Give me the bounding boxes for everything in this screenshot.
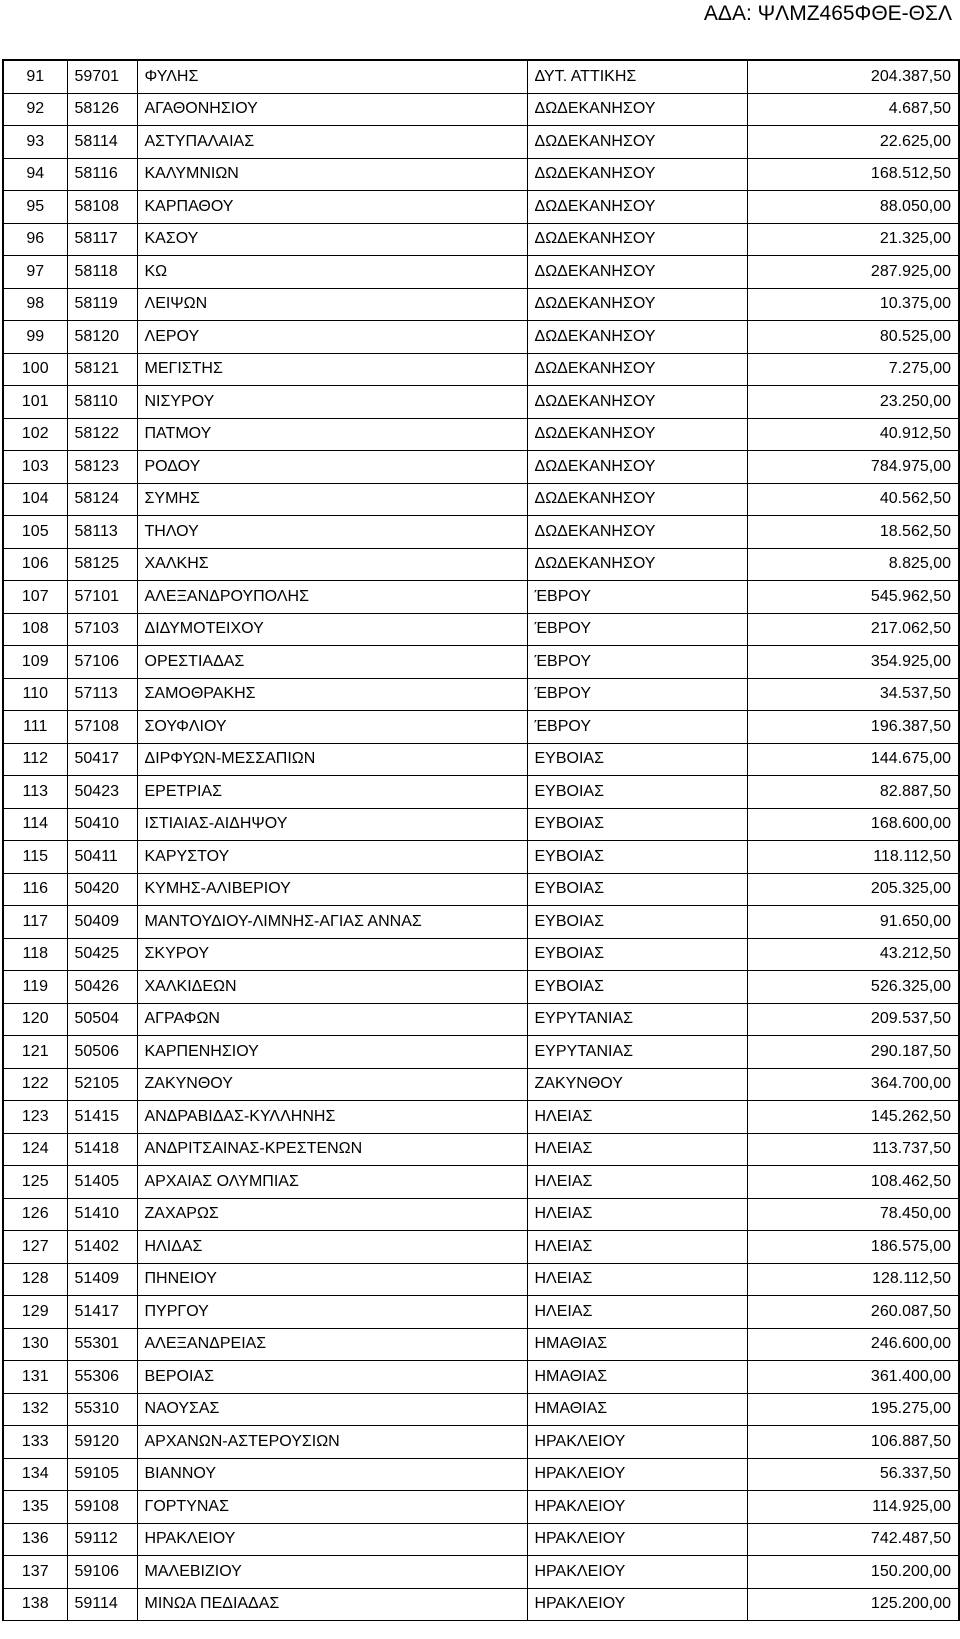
municipality-code: 52105 (67, 1068, 137, 1101)
prefecture-name: ΗΛΕΙΑΣ (527, 1296, 747, 1329)
table-row (3, 938, 959, 971)
prefecture-name: ΔΩΔΕΚΑΝΗΣΟΥ (527, 483, 747, 516)
row-number: 114 (3, 808, 67, 841)
table-row (3, 1036, 959, 1069)
municipality-name: ΒΙΑΝΝΟΥ (137, 1458, 527, 1491)
amount: 113.737,50 (747, 1133, 959, 1166)
municipality-code: 51417 (67, 1296, 137, 1329)
municipality-code: 59108 (67, 1491, 137, 1524)
row-number: 107 (3, 581, 67, 614)
table-row (3, 223, 959, 256)
amount: 43.212,50 (747, 938, 959, 971)
municipality-name: ΑΣΤΥΠΑΛΑΙΑΣ (137, 126, 527, 159)
municipality-name: ΖΑΚΥΝΘΟΥ (137, 1068, 527, 1101)
table-row (3, 971, 959, 1004)
prefecture-name: ΔΩΔΕΚΑΝΗΣΟΥ (527, 451, 747, 484)
prefecture-name: ΔΩΔΕΚΑΝΗΣΟΥ (527, 516, 747, 549)
row-number: 130 (3, 1328, 67, 1361)
table-row (3, 353, 959, 386)
table-row (3, 1393, 959, 1426)
prefecture-name: ΗΡΑΚΛΕΙΟΥ (527, 1491, 747, 1524)
prefecture-name: ΔΩΔΕΚΑΝΗΣΟΥ (527, 93, 747, 126)
municipality-name: ΤΗΛΟΥ (137, 516, 527, 549)
municipality-name: ΖΑΧΑΡΩΣ (137, 1198, 527, 1231)
prefecture-name: ΕΥΒΟΙΑΣ (527, 808, 747, 841)
municipality-code: 58117 (67, 223, 137, 256)
municipality-code: 59114 (67, 1588, 137, 1621)
table-row (3, 873, 959, 906)
municipality-name: ΑΝΔΡΑΒΙΔΑΣ-ΚΥΛΛΗΝΗΣ (137, 1101, 527, 1134)
row-number: 116 (3, 873, 67, 906)
prefecture-name: ΔΩΔΕΚΑΝΗΣΟΥ (527, 548, 747, 581)
municipality-name: ΠΥΡΓΟΥ (137, 1296, 527, 1329)
municipality-code: 55306 (67, 1361, 137, 1394)
row-number: 102 (3, 418, 67, 451)
municipality-code: 58125 (67, 548, 137, 581)
table-row (3, 386, 959, 419)
table-row (3, 1328, 959, 1361)
row-number: 138 (3, 1588, 67, 1621)
municipality-name: ΣΥΜΗΣ (137, 483, 527, 516)
prefecture-name: ΗΡΑΚΛΕΙΟΥ (527, 1556, 747, 1589)
amount: 205.325,00 (747, 873, 959, 906)
table-row (3, 743, 959, 776)
row-number: 131 (3, 1361, 67, 1394)
prefecture-name: ΗΜΑΘΙΑΣ (527, 1393, 747, 1426)
row-number: 113 (3, 776, 67, 809)
amount: 168.512,50 (747, 158, 959, 191)
prefecture-name: ΔΩΔΕΚΑΝΗΣΟΥ (527, 353, 747, 386)
municipality-name: ΗΛΙΔΑΣ (137, 1231, 527, 1264)
municipality-name: ΚΑΡΥΣΤΟΥ (137, 841, 527, 874)
table-row (3, 288, 959, 321)
municipality-name: ΣΑΜΟΘΡΑΚΗΣ (137, 678, 527, 711)
row-number: 123 (3, 1101, 67, 1134)
municipality-code: 51410 (67, 1198, 137, 1231)
prefecture-name: ΕΥΒΟΙΑΣ (527, 873, 747, 906)
municipality-name: ΜΕΓΙΣΤΗΣ (137, 353, 527, 386)
table-row (3, 1101, 959, 1134)
row-number: 111 (3, 711, 67, 744)
municipality-code: 59701 (67, 60, 137, 93)
municipality-name: ΣΟΥΦΛΙΟΥ (137, 711, 527, 744)
amount: 118.112,50 (747, 841, 959, 874)
amount: 114.925,00 (747, 1491, 959, 1524)
municipality-code: 55301 (67, 1328, 137, 1361)
municipality-name: ΟΡΕΣΤΙΑΔΑΣ (137, 646, 527, 679)
amount: 8.825,00 (747, 548, 959, 581)
prefecture-name: ΗΡΑΚΛΕΙΟΥ (527, 1588, 747, 1621)
row-number: 94 (3, 158, 67, 191)
amount: 246.600,00 (747, 1328, 959, 1361)
amount: 125.200,00 (747, 1588, 959, 1621)
table-row (3, 1068, 959, 1101)
municipality-code: 58110 (67, 386, 137, 419)
municipality-code: 58124 (67, 483, 137, 516)
municipality-name: ΜΑΛΕΒΙΖΙΟΥ (137, 1556, 527, 1589)
amount: 4.687,50 (747, 93, 959, 126)
municipality-code: 59120 (67, 1426, 137, 1459)
amount: 364.700,00 (747, 1068, 959, 1101)
municipality-code: 58126 (67, 93, 137, 126)
table-row (3, 1491, 959, 1524)
prefecture-name: ΗΜΑΘΙΑΣ (527, 1328, 747, 1361)
table-row (3, 321, 959, 354)
municipality-code: 57106 (67, 646, 137, 679)
municipality-name: ΛΕΙΨΩΝ (137, 288, 527, 321)
prefecture-name: ΕΥΒΟΙΑΣ (527, 906, 747, 939)
table-row (3, 516, 959, 549)
row-number: 93 (3, 126, 67, 159)
table-row (3, 158, 959, 191)
municipality-code: 58119 (67, 288, 137, 321)
municipality-name: ΜΙΝΩΑ ΠΕΔΙΑΔΑΣ (137, 1588, 527, 1621)
row-number: 103 (3, 451, 67, 484)
municipality-code: 57103 (67, 613, 137, 646)
row-number: 125 (3, 1166, 67, 1199)
municipality-code: 50411 (67, 841, 137, 874)
amount: 784.975,00 (747, 451, 959, 484)
table-row (3, 1588, 959, 1621)
municipality-code: 51418 (67, 1133, 137, 1166)
municipality-name: ΦΥΛΗΣ (137, 60, 527, 93)
table-row (3, 1003, 959, 1036)
table-body (3, 60, 959, 1621)
amount: 10.375,00 (747, 288, 959, 321)
ada-code: ΑΔΑ: ΨΛΜΖ465ΦΘΕ-ΘΣΛ (703, 2, 952, 25)
amount: 217.062,50 (747, 613, 959, 646)
table-row (3, 646, 959, 679)
municipality-code: 50506 (67, 1036, 137, 1069)
municipality-code: 50425 (67, 938, 137, 971)
prefecture-name: ΗΡΑΚΛΕΙΟΥ (527, 1458, 747, 1491)
municipality-code: 58116 (67, 158, 137, 191)
municipality-name: ΔΙΔΥΜΟΤΕΙΧΟΥ (137, 613, 527, 646)
municipality-code: 57113 (67, 678, 137, 711)
municipality-table (2, 59, 960, 1621)
amount: 82.887,50 (747, 776, 959, 809)
prefecture-name: ΕΥΒΟΙΑΣ (527, 776, 747, 809)
municipality-name: ΓΟΡΤΥΝΑΣ (137, 1491, 527, 1524)
table-row (3, 1523, 959, 1556)
prefecture-name: ΔΩΔΕΚΑΝΗΣΟΥ (527, 126, 747, 159)
row-number: 101 (3, 386, 67, 419)
row-number: 122 (3, 1068, 67, 1101)
row-number: 137 (3, 1556, 67, 1589)
municipality-code: 58108 (67, 191, 137, 224)
amount: 150.200,00 (747, 1556, 959, 1589)
municipality-name: ΗΡΑΚΛΕΙΟΥ (137, 1523, 527, 1556)
municipality-code: 50409 (67, 906, 137, 939)
row-number: 91 (3, 60, 67, 93)
municipality-name: ΕΡΕΤΡΙΑΣ (137, 776, 527, 809)
table-row (3, 126, 959, 159)
municipality-name: ΚΑΛΥΜΝΙΩΝ (137, 158, 527, 191)
prefecture-name: ΗΛΕΙΑΣ (527, 1198, 747, 1231)
municipality-code: 50420 (67, 873, 137, 906)
municipality-code: 55310 (67, 1393, 137, 1426)
table-row (3, 191, 959, 224)
municipality-name: ΚΥΜΗΣ-ΑΛΙΒΕΡΙΟΥ (137, 873, 527, 906)
amount: 354.925,00 (747, 646, 959, 679)
municipality-name: ΡΟΔΟΥ (137, 451, 527, 484)
prefecture-name: ΔΩΔΕΚΑΝΗΣΟΥ (527, 256, 747, 289)
amount: 34.537,50 (747, 678, 959, 711)
row-number: 118 (3, 938, 67, 971)
amount: 196.387,50 (747, 711, 959, 744)
amount: 742.487,50 (747, 1523, 959, 1556)
row-number: 126 (3, 1198, 67, 1231)
prefecture-name: ΗΛΕΙΑΣ (527, 1166, 747, 1199)
amount: 21.325,00 (747, 223, 959, 256)
row-number: 108 (3, 613, 67, 646)
municipality-name: ΔΙΡΦΥΩΝ-ΜΕΣΣΑΠΙΩΝ (137, 743, 527, 776)
row-number: 127 (3, 1231, 67, 1264)
row-number: 133 (3, 1426, 67, 1459)
prefecture-name: ΔΥΤ. ΑΤΤΙΚΗΣ (527, 60, 747, 93)
table-row (3, 1426, 959, 1459)
amount: 260.087,50 (747, 1296, 959, 1329)
amount: 204.387,50 (747, 60, 959, 93)
prefecture-name: ΗΡΑΚΛΕΙΟΥ (527, 1426, 747, 1459)
municipality-name: ΑΛΕΞΑΝΔΡΕΙΑΣ (137, 1328, 527, 1361)
amount: 80.525,00 (747, 321, 959, 354)
municipality-name: ΚΑΡΠΑΘΟΥ (137, 191, 527, 224)
municipality-code: 50426 (67, 971, 137, 1004)
municipality-name: ΑΝΔΡΙΤΣΑΙΝΑΣ-ΚΡΕΣΤΕΝΩΝ (137, 1133, 527, 1166)
municipality-name: ΑΓΡΑΦΩΝ (137, 1003, 527, 1036)
table-row (3, 1263, 959, 1296)
amount: 144.675,00 (747, 743, 959, 776)
municipality-name: ΙΣΤΙΑΙΑΣ-ΑΙΔΗΨΟΥ (137, 808, 527, 841)
table-row (3, 1198, 959, 1231)
municipality-name: ΠΗΝΕΙΟΥ (137, 1263, 527, 1296)
municipality-code: 58120 (67, 321, 137, 354)
municipality-code: 58122 (67, 418, 137, 451)
prefecture-name: ΔΩΔΕΚΑΝΗΣΟΥ (527, 158, 747, 191)
row-number: 129 (3, 1296, 67, 1329)
municipality-name: ΑΓΑΘΟΝΗΣΙΟΥ (137, 93, 527, 126)
amount: 287.925,00 (747, 256, 959, 289)
prefecture-name: ΕΥΡΥΤΑΝΙΑΣ (527, 1036, 747, 1069)
municipality-code: 51409 (67, 1263, 137, 1296)
table-row (3, 483, 959, 516)
municipality-name: ΑΛΕΞΑΝΔΡΟΥΠΟΛΗΣ (137, 581, 527, 614)
municipality-name: ΧΑΛΚΗΣ (137, 548, 527, 581)
table-row (3, 808, 959, 841)
table-row (3, 711, 959, 744)
municipality-code: 58114 (67, 126, 137, 159)
table-row (3, 256, 959, 289)
row-number: 105 (3, 516, 67, 549)
municipality-name: ΚΩ (137, 256, 527, 289)
row-number: 97 (3, 256, 67, 289)
municipality-name: ΝΙΣΥΡΟΥ (137, 386, 527, 419)
row-number: 132 (3, 1393, 67, 1426)
amount: 56.337,50 (747, 1458, 959, 1491)
row-number: 98 (3, 288, 67, 321)
prefecture-name: ΗΛΕΙΑΣ (527, 1101, 747, 1134)
prefecture-name: ΖΑΚΥΝΘΟΥ (527, 1068, 747, 1101)
table-row (3, 1458, 959, 1491)
municipality-code: 57101 (67, 581, 137, 614)
municipality-code: 50423 (67, 776, 137, 809)
row-number: 100 (3, 353, 67, 386)
prefecture-name: ΕΥΒΟΙΑΣ (527, 938, 747, 971)
table-row (3, 581, 959, 614)
amount: 128.112,50 (747, 1263, 959, 1296)
amount: 361.400,00 (747, 1361, 959, 1394)
municipality-name: ΑΡΧΑΝΩΝ-ΑΣΤΕΡΟΥΣΙΩΝ (137, 1426, 527, 1459)
municipality-name: ΚΑΣΟΥ (137, 223, 527, 256)
amount: 526.325,00 (747, 971, 959, 1004)
amount: 88.050,00 (747, 191, 959, 224)
municipality-name: ΝΑΟΥΣΑΣ (137, 1393, 527, 1426)
table-row (3, 906, 959, 939)
table-row (3, 1296, 959, 1329)
row-number: 124 (3, 1133, 67, 1166)
row-number: 109 (3, 646, 67, 679)
municipality-name: ΛΕΡΟΥ (137, 321, 527, 354)
prefecture-name: ΗΡΑΚΛΕΙΟΥ (527, 1523, 747, 1556)
prefecture-name: ΈΒΡΟΥ (527, 711, 747, 744)
municipality-code: 50417 (67, 743, 137, 776)
table-row (3, 1166, 959, 1199)
table-row (3, 1361, 959, 1394)
table-row (3, 1231, 959, 1264)
table-row (3, 776, 959, 809)
amount: 290.187,50 (747, 1036, 959, 1069)
amount: 145.262,50 (747, 1101, 959, 1134)
table-row (3, 451, 959, 484)
row-number: 110 (3, 678, 67, 711)
municipality-code: 59106 (67, 1556, 137, 1589)
table-row (3, 678, 959, 711)
prefecture-name: ΗΛΕΙΑΣ (527, 1231, 747, 1264)
municipality-code: 58113 (67, 516, 137, 549)
prefecture-name: ΕΥΡΥΤΑΝΙΑΣ (527, 1003, 747, 1036)
prefecture-name: ΔΩΔΕΚΑΝΗΣΟΥ (527, 386, 747, 419)
prefecture-name: ΕΥΒΟΙΑΣ (527, 971, 747, 1004)
amount: 168.600,00 (747, 808, 959, 841)
amount: 23.250,00 (747, 386, 959, 419)
municipality-code: 51402 (67, 1231, 137, 1264)
municipality-code: 58118 (67, 256, 137, 289)
municipality-name: ΠΑΤΜΟΥ (137, 418, 527, 451)
municipality-code: 59112 (67, 1523, 137, 1556)
prefecture-name: ΔΩΔΕΚΑΝΗΣΟΥ (527, 223, 747, 256)
amount: 209.537,50 (747, 1003, 959, 1036)
amount: 545.962,50 (747, 581, 959, 614)
row-number: 121 (3, 1036, 67, 1069)
row-number: 106 (3, 548, 67, 581)
prefecture-name: ΔΩΔΕΚΑΝΗΣΟΥ (527, 191, 747, 224)
prefecture-name: ΈΒΡΟΥ (527, 613, 747, 646)
table-row (3, 841, 959, 874)
row-number: 117 (3, 906, 67, 939)
row-number: 95 (3, 191, 67, 224)
municipality-name: ΣΚΥΡΟΥ (137, 938, 527, 971)
amount: 78.450,00 (747, 1198, 959, 1231)
prefecture-name: ΗΛΕΙΑΣ (527, 1133, 747, 1166)
municipality-code: 50504 (67, 1003, 137, 1036)
prefecture-name: ΔΩΔΕΚΑΝΗΣΟΥ (527, 288, 747, 321)
municipality-code: 57108 (67, 711, 137, 744)
row-number: 136 (3, 1523, 67, 1556)
table-row (3, 1133, 959, 1166)
prefecture-name: ΈΒΡΟΥ (527, 646, 747, 679)
table-row (3, 1556, 959, 1589)
prefecture-name: ΕΥΒΟΙΑΣ (527, 743, 747, 776)
amount: 40.562,50 (747, 483, 959, 516)
municipality-code: 59105 (67, 1458, 137, 1491)
table-row (3, 548, 959, 581)
prefecture-name: ΕΥΒΟΙΑΣ (527, 841, 747, 874)
row-number: 112 (3, 743, 67, 776)
amount: 186.575,00 (747, 1231, 959, 1264)
row-number: 134 (3, 1458, 67, 1491)
row-number: 119 (3, 971, 67, 1004)
municipality-name: ΧΑΛΚΙΔΕΩΝ (137, 971, 527, 1004)
municipality-code: 51405 (67, 1166, 137, 1199)
amount: 40.912,50 (747, 418, 959, 451)
prefecture-name: ΗΜΑΘΙΑΣ (527, 1361, 747, 1394)
prefecture-name: ΗΛΕΙΑΣ (527, 1263, 747, 1296)
table-row (3, 93, 959, 126)
prefecture-name: ΈΒΡΟΥ (527, 581, 747, 614)
prefecture-name: ΔΩΔΕΚΑΝΗΣΟΥ (527, 418, 747, 451)
municipality-code: 51415 (67, 1101, 137, 1134)
row-number: 96 (3, 223, 67, 256)
row-number: 99 (3, 321, 67, 354)
table-row (3, 613, 959, 646)
amount: 106.887,50 (747, 1426, 959, 1459)
amount: 91.650,00 (747, 906, 959, 939)
table-row (3, 60, 959, 93)
row-number: 128 (3, 1263, 67, 1296)
amount: 22.625,00 (747, 126, 959, 159)
municipality-code: 58121 (67, 353, 137, 386)
row-number: 135 (3, 1491, 67, 1524)
municipality-name: ΚΑΡΠΕΝΗΣΙΟΥ (137, 1036, 527, 1069)
amount: 18.562,50 (747, 516, 959, 549)
prefecture-name: ΈΒΡΟΥ (527, 678, 747, 711)
municipality-code: 50410 (67, 808, 137, 841)
municipality-name: ΜΑΝΤΟΥΔΙΟΥ-ΛΙΜΝΗΣ-ΑΓΙΑΣ ΑΝΝΑΣ (137, 906, 527, 939)
row-number: 104 (3, 483, 67, 516)
municipality-name: ΑΡΧΑΙΑΣ ΟΛΥΜΠΙΑΣ (137, 1166, 527, 1199)
prefecture-name: ΔΩΔΕΚΑΝΗΣΟΥ (527, 321, 747, 354)
row-number: 120 (3, 1003, 67, 1036)
amount: 195.275,00 (747, 1393, 959, 1426)
table-row (3, 418, 959, 451)
amount: 108.462,50 (747, 1166, 959, 1199)
municipality-name: ΒΕΡΟΙΑΣ (137, 1361, 527, 1394)
row-number: 92 (3, 93, 67, 126)
amount: 7.275,00 (747, 353, 959, 386)
row-number: 115 (3, 841, 67, 874)
municipality-code: 58123 (67, 451, 137, 484)
